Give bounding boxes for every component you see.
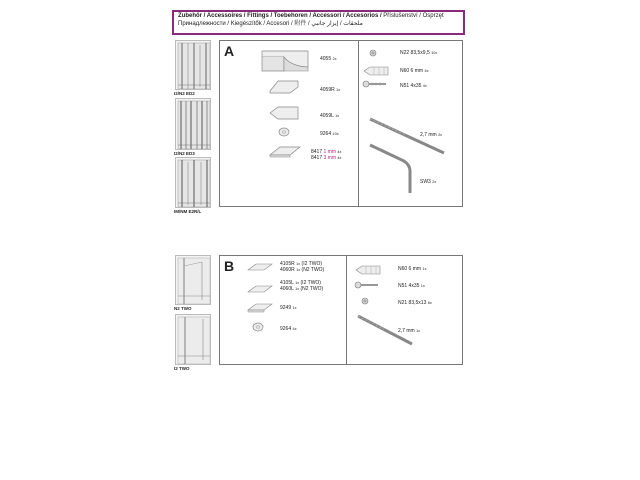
part-label xyxy=(311,155,341,161)
hardware-qty: 2x xyxy=(432,180,437,184)
part-qty: 1x xyxy=(296,262,301,266)
hardware-name: 2,7 mm xyxy=(420,132,437,138)
header-line-1 xyxy=(178,13,459,20)
shower-enclosure-icon xyxy=(176,99,211,150)
screw-icon xyxy=(362,79,388,89)
shower-wall-icon xyxy=(176,315,211,365)
thumb-label: IM/NM E2R/L xyxy=(174,209,202,214)
thumb-imnm-e2rl xyxy=(175,157,211,208)
hardware-label xyxy=(400,68,428,74)
part-label xyxy=(280,326,297,332)
part-qty: 1x xyxy=(292,306,297,310)
shower-enclosure-icon xyxy=(176,158,211,208)
part-code: 4105L xyxy=(280,280,294,286)
part-note: (N2 TWO) xyxy=(301,267,325,273)
hardware-qty: 4x xyxy=(424,69,429,73)
thumb-i2-two xyxy=(175,314,211,365)
part-note: (I2 TWO) xyxy=(301,261,322,267)
hardware-qty: 1x xyxy=(416,329,421,333)
hardware-label xyxy=(420,132,442,138)
plug-cap-icon xyxy=(278,127,290,137)
shim-plate-icon xyxy=(268,145,302,159)
accessories-header xyxy=(172,10,465,35)
panel-b xyxy=(219,255,463,365)
part-code: 8417 xyxy=(311,155,323,161)
part-code: 4060R xyxy=(280,267,295,273)
part-code: 9264 xyxy=(280,326,292,332)
shower-enclosure-icon xyxy=(176,41,211,90)
part-code: 4105R xyxy=(280,261,295,267)
hardware-label xyxy=(400,83,427,89)
panel-divider xyxy=(346,256,347,364)
wall-plug-icon xyxy=(354,264,382,276)
part-code: 8417 xyxy=(311,149,323,155)
hardware-qty: 10x xyxy=(431,51,438,55)
hardware-label xyxy=(400,50,437,56)
hardware-qty: 6x xyxy=(427,301,432,305)
part-label xyxy=(320,56,337,62)
thumb-label: N2 TWO xyxy=(174,306,192,311)
part-label xyxy=(280,286,323,292)
part-label xyxy=(280,305,297,311)
part-qty: 4x xyxy=(337,150,342,154)
part-label xyxy=(320,87,340,93)
part-qty: 10x xyxy=(332,132,339,136)
hardware-label xyxy=(398,266,426,272)
hardware-name: N22 83,5x9,5 xyxy=(400,50,430,56)
part-label xyxy=(320,113,339,119)
part-qty: 1x xyxy=(335,114,340,118)
part-qty: 1x xyxy=(295,287,300,291)
hardware-label xyxy=(420,179,436,185)
screw-icon xyxy=(354,280,380,290)
profile-strip-icon xyxy=(246,262,274,272)
part-code: 4060L xyxy=(280,286,294,292)
hardware-name: N51 4x35 xyxy=(398,283,420,289)
hardware-label xyxy=(398,300,432,306)
hardware-qty: 4x xyxy=(422,84,427,88)
rail-part-icon xyxy=(246,302,274,314)
header-line-2: Принадлежности / Kiegészítők / Accesori / 附件 / ملحقات / إيزار جانبي xyxy=(178,21,363,27)
part-size: 3 mm xyxy=(323,155,337,161)
thumb-i2n2-ed3 xyxy=(175,98,211,150)
part-code: 4059L xyxy=(320,113,334,119)
hardware-label xyxy=(398,328,420,334)
part-note: (I2 TWO) xyxy=(300,280,321,286)
part-size: 1 mm xyxy=(323,149,337,155)
screw-icon xyxy=(360,296,370,306)
part-qty: 4x xyxy=(337,156,342,160)
hardware-qty: 1x xyxy=(420,284,425,288)
thumb-n2-two xyxy=(175,255,211,305)
thumb-label: I2/N2 ED3 xyxy=(174,151,195,156)
hardware-name: N60 6 mm xyxy=(398,266,422,272)
hardware-name: SW3 xyxy=(420,179,431,185)
thumb-label: I2/N2 ED2 xyxy=(174,91,195,96)
part-qty: 2x xyxy=(332,57,337,61)
hardware-name: 2,7 mm xyxy=(398,328,415,334)
part-qty: 1x xyxy=(295,281,300,285)
part-note: (N2 TWO) xyxy=(300,286,324,292)
part-qty: 1x xyxy=(296,268,301,272)
panel-a xyxy=(219,40,463,207)
panel-divider xyxy=(358,41,359,206)
hardware-qty: 2x xyxy=(438,133,443,137)
corner-tray-part-icon xyxy=(258,45,316,73)
wall-plug-icon xyxy=(362,65,390,77)
plug-cap-icon xyxy=(252,322,264,332)
part-code: 9249 xyxy=(280,305,292,311)
part-qty: 4x xyxy=(292,327,297,331)
part-label xyxy=(320,131,339,137)
thumb-i2n2-ed2 xyxy=(175,40,211,90)
shower-wall-icon xyxy=(176,256,211,305)
header-line-1-bold: Zubehör / Accessoires / Fittings / Toebehoren / Accessori / Accesorios / xyxy=(178,13,382,19)
screw-icon xyxy=(368,48,378,58)
panel-letter: A xyxy=(224,43,235,59)
profile-strip-icon xyxy=(246,284,274,294)
hardware-name: N21 83,5x13 xyxy=(398,300,427,306)
header-line-1-rest: Příslušenství / Osprzęt xyxy=(381,13,444,19)
hardware-qty: 1x xyxy=(422,267,427,271)
panel-letter: B xyxy=(224,258,235,274)
part-code: 4059R xyxy=(320,87,335,93)
hardware-name: N51 4x35 xyxy=(400,83,422,89)
hardware-name: N60 6 mm xyxy=(400,68,424,74)
hardware-label xyxy=(398,283,425,289)
part-qty: 1x xyxy=(336,88,341,92)
end-cap-part-icon xyxy=(268,79,302,95)
part-label xyxy=(280,267,324,273)
hex-key-icon xyxy=(366,141,416,197)
part-code: 9264 xyxy=(320,131,332,137)
end-cap-part-icon xyxy=(268,105,302,121)
thumb-label: I2 TWO xyxy=(174,366,190,371)
part-code: 4055 xyxy=(320,56,332,62)
